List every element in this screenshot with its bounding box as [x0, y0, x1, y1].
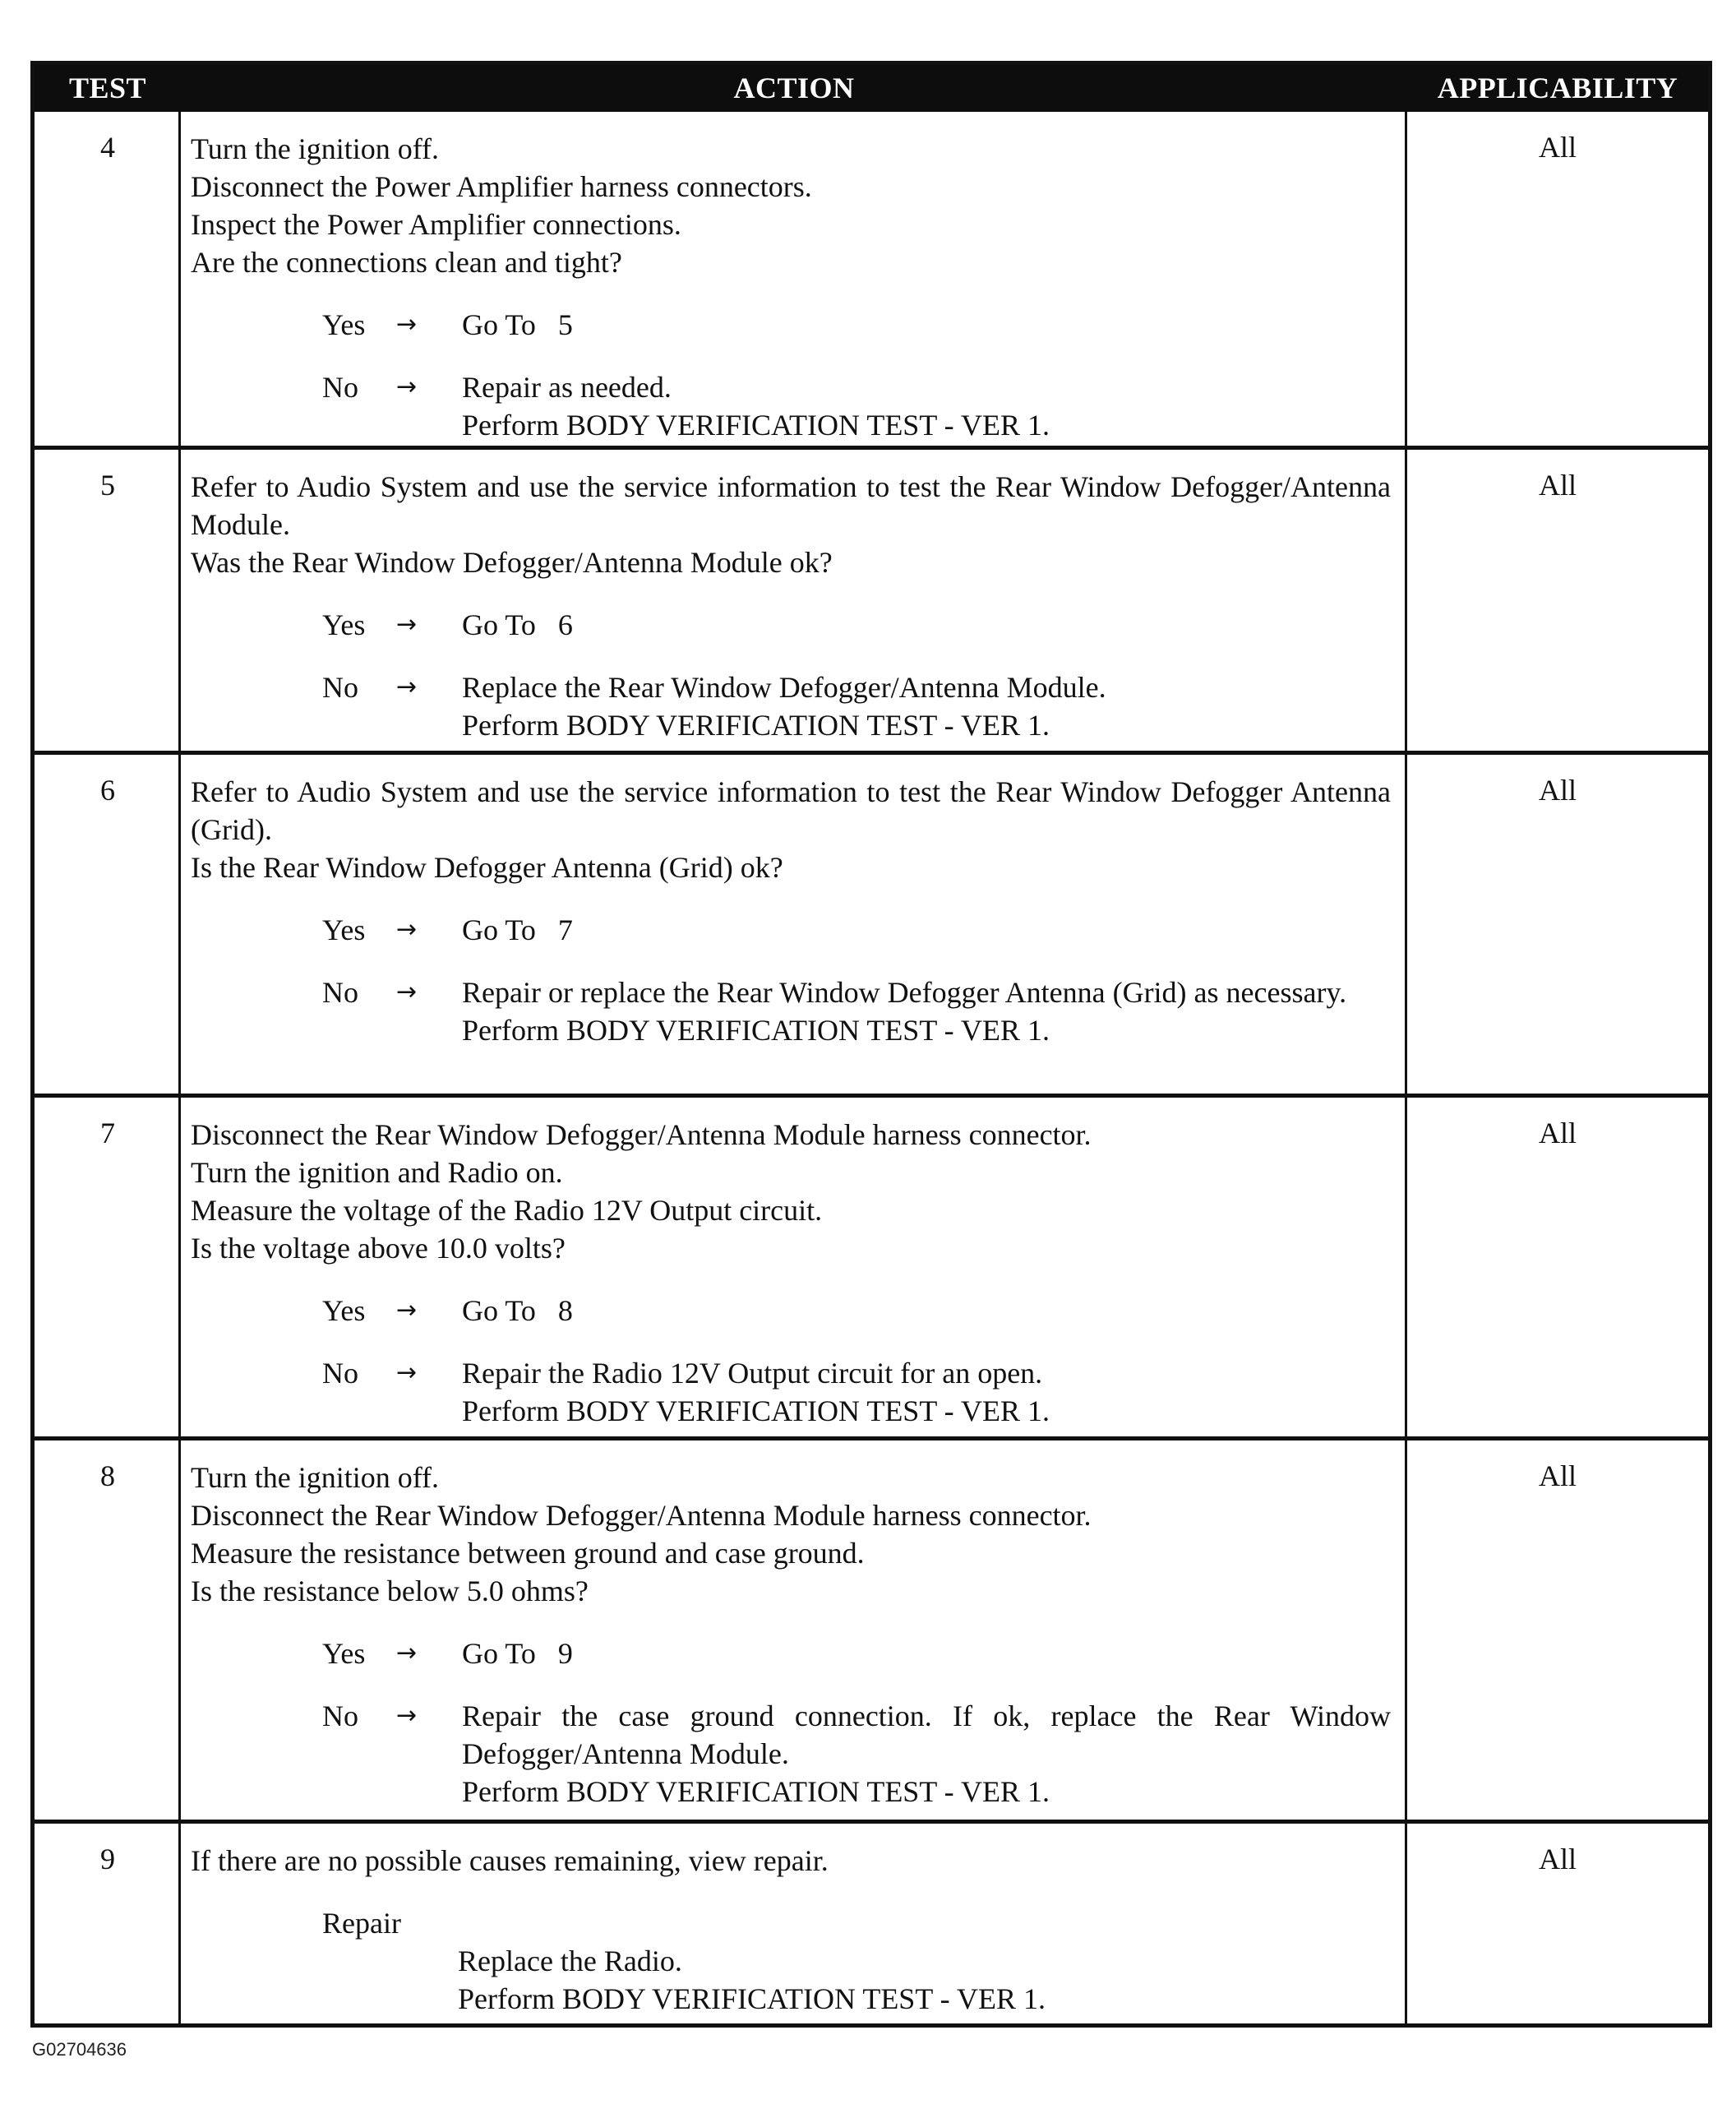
action-line: Disconnect the Power Amplifier harness connectors.: [191, 170, 812, 203]
no-result: Repair as needed.: [462, 371, 672, 404]
no-label: No: [322, 1357, 358, 1390]
applicability-value: All: [1538, 469, 1577, 502]
action-cell: [191, 1459, 1391, 1810]
action-line: Is the resistance below 5.0 ohms?: [191, 1575, 589, 1607]
arrow-icon: →: [396, 1701, 418, 1730]
test-number: 5: [100, 469, 115, 502]
no-result: Repair the Radio 12V Output circuit for an open.: [462, 1357, 1043, 1390]
verification-step: Perform BODY VERIFICATION TEST - VER 1.: [462, 709, 1050, 742]
yes-branch: [191, 911, 1391, 949]
no-label: No: [322, 371, 358, 404]
no-label: No: [322, 671, 358, 704]
diagnostic-test-table: [30, 61, 1712, 2028]
test-number: 8: [100, 1459, 115, 1492]
action-cell: [191, 1116, 1391, 1430]
arrow-icon: →: [396, 1296, 418, 1325]
no-branch: [191, 368, 1391, 444]
repair-label: Repair: [322, 1907, 401, 1940]
yes-label: Yes: [322, 913, 366, 946]
table-row-test-5: [35, 450, 1708, 751]
arrow-icon: →: [396, 978, 418, 1006]
action-line: Turn the ignition off.: [191, 1461, 440, 1494]
no-branch: [191, 668, 1391, 744]
table-row-test-6: [35, 755, 1708, 1094]
figure-code: G02704636: [32, 2039, 127, 2060]
verification-step: Perform BODY VERIFICATION TEST - VER 1.: [462, 409, 1050, 442]
applicability-value: All: [1538, 1117, 1577, 1149]
action-line: Disconnect the Rear Window Defogger/Antenna Module harness connector.: [191, 1499, 1092, 1532]
repair-steps: [458, 1942, 1391, 2018]
action-line: Was the Rear Window Defogger/Antenna Module ok?: [191, 546, 833, 579]
table-header: [35, 65, 1708, 112]
table-row-test-8: [35, 1441, 1708, 1820]
yes-branch: [191, 1635, 1391, 1672]
action-line: Turn the ignition and Radio on.: [191, 1156, 563, 1189]
action-line: Is the Rear Window Defogger Antenna (Grid) ok?: [191, 851, 783, 884]
arrow-icon: →: [396, 610, 418, 639]
action-line: Measure the voltage of the Radio 12V Output circuit.: [191, 1194, 823, 1227]
action-paragraph: Refer to Audio System and use the service information to test the Rear Window Defogger Antenna (Grid).: [191, 775, 1391, 846]
action-cell: [191, 130, 1391, 444]
arrow-icon: →: [396, 915, 418, 944]
action-line: Disconnect the Rear Window Defogger/Antenna Module harness connector.: [191, 1118, 1092, 1151]
yes-label: Yes: [322, 1637, 366, 1670]
yes-result: Go To 5: [462, 308, 573, 341]
yes-label: Yes: [322, 308, 366, 341]
action-cell: [191, 1842, 1391, 2018]
no-branch: [191, 973, 1391, 1049]
yes-branch: [191, 606, 1391, 644]
action-cell: [191, 773, 1391, 1049]
no-branch: [191, 1354, 1391, 1430]
repair-step: Replace the Radio.: [458, 1945, 682, 1977]
test-number: 6: [100, 774, 115, 807]
no-result: Replace the Rear Window Defogger/Antenna Module.: [462, 671, 1106, 704]
arrow-icon: →: [396, 673, 418, 701]
no-label: No: [322, 1699, 358, 1732]
test-number: 4: [100, 131, 115, 164]
header-applicability: APPLICABILITY: [1437, 72, 1678, 104]
applicability-value: All: [1538, 131, 1577, 164]
verification-step: Perform BODY VERIFICATION TEST - VER 1.: [462, 1394, 1050, 1427]
action-line: Turn the ignition off.: [191, 132, 440, 165]
action-line: Measure the resistance between ground and case ground.: [191, 1537, 865, 1570]
yes-label: Yes: [322, 1294, 366, 1327]
no-branch: [191, 1697, 1391, 1810]
table-row-test-7: [35, 1098, 1708, 1436]
no-result: Repair the case ground connection. If ok, replace the Rear Window Defogger/Antenna Module.: [462, 1699, 1391, 1770]
header-test: TEST: [68, 72, 147, 104]
table-row-test-4: [35, 112, 1708, 446]
applicability-value: All: [1538, 774, 1577, 807]
applicability-value: All: [1538, 1459, 1577, 1492]
verification-step: Perform BODY VERIFICATION TEST - VER 1.: [462, 1014, 1050, 1047]
yes-branch: [191, 1292, 1391, 1330]
verification-step: Perform BODY VERIFICATION TEST - VER 1.: [458, 1982, 1046, 2015]
applicability-value: All: [1538, 1843, 1577, 1875]
yes-result: Go To 6: [462, 608, 573, 641]
no-label: No: [322, 976, 358, 1009]
yes-result: Go To 7: [462, 913, 573, 946]
yes-label: Yes: [322, 608, 366, 641]
yes-branch: [191, 306, 1391, 344]
action-line: If there are no possible causes remaining, view repair.: [191, 1844, 829, 1877]
action-paragraph: Refer to Audio System and use the service information to test the Rear Window Defogger/Antenna Module.: [191, 470, 1391, 541]
test-number: 7: [100, 1117, 115, 1149]
test-number: 9: [100, 1843, 115, 1875]
action-cell: [191, 468, 1391, 744]
header-action: ACTION: [733, 72, 855, 104]
arrow-icon: →: [396, 372, 418, 401]
no-result: Repair or replace the Rear Window Defogger Antenna (Grid) as necessary.: [462, 976, 1347, 1009]
action-line: Are the connections clean and tight?: [191, 246, 622, 279]
action-line: Is the voltage above 10.0 volts?: [191, 1232, 566, 1265]
verification-step: Perform BODY VERIFICATION TEST - VER 1.: [462, 1775, 1050, 1808]
action-line: Inspect the Power Amplifier connections.: [191, 208, 681, 241]
arrow-icon: →: [396, 1639, 418, 1667]
yes-result: Go To 9: [462, 1637, 573, 1670]
arrow-icon: →: [396, 310, 418, 339]
arrow-icon: →: [396, 1358, 418, 1387]
table-row-test-9: [35, 1824, 1708, 2023]
yes-result: Go To 8: [462, 1294, 573, 1327]
